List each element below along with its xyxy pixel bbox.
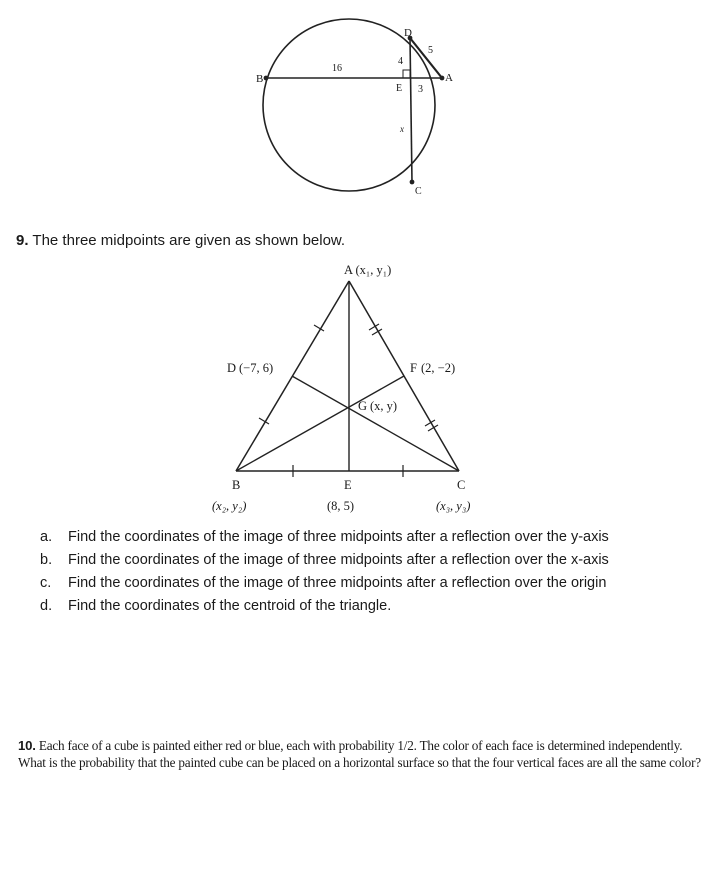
label-G-coord: (x, y)	[370, 399, 398, 413]
part-b	[40, 550, 700, 570]
question-10	[18, 737, 708, 771]
label-E-coord: (8, 5)	[327, 499, 355, 513]
question-9-text: The three midpoints are given as shown below.	[32, 232, 346, 249]
part-d	[40, 596, 700, 616]
label-G: G	[358, 399, 368, 413]
point-C	[410, 180, 415, 185]
question-10-number: 10.	[18, 738, 36, 753]
point-A	[440, 76, 445, 81]
part-c-marker: c.	[40, 575, 52, 591]
label-E: E	[344, 478, 352, 492]
label-C: C	[457, 478, 466, 492]
length-DA: 5	[428, 45, 433, 56]
part-d-marker: d.	[40, 598, 53, 614]
label-E: E	[396, 83, 403, 94]
label-D: D	[227, 361, 237, 375]
triangle-figure	[200, 255, 510, 520]
length-EA: 3	[418, 84, 423, 95]
part-c	[40, 573, 700, 593]
label-C-coord: (x₃, y₃)	[436, 499, 471, 513]
label-D: D	[404, 27, 412, 39]
part-d-text: Find the coordinates of the centroid of the triangle.	[68, 598, 392, 614]
label-F: F	[410, 361, 417, 375]
label-A-coord: A (x₁, y₁)	[344, 263, 392, 277]
circle	[263, 19, 435, 191]
part-a	[40, 527, 700, 547]
part-c-text: Find the coordinates of the image of three midpoints after a reflection over the origin	[68, 575, 607, 591]
median-CD	[292, 376, 459, 471]
label-B-coord: (x₂, y₂)	[212, 499, 247, 513]
length-DE: 4	[398, 56, 403, 67]
chord-DC	[410, 38, 412, 182]
segment-DA	[410, 38, 442, 78]
part-b-text: Find the coordinates of the image of three midpoints after a reflection over the x-axis	[68, 552, 609, 568]
part-a-marker: a.	[40, 529, 53, 545]
label-A: A	[445, 72, 453, 84]
part-b-marker: b.	[40, 552, 53, 568]
label-D-coord: (−7, 6)	[239, 361, 274, 375]
length-BE: 16	[332, 63, 342, 74]
right-angle-mark	[403, 70, 410, 78]
label-B: B	[232, 478, 241, 492]
question-10-text: Each face of a cube is painted either red or blue, each with probability 1/2. The color of each face is determined independently. What is the probability that the painted cube can be placed on a horizontal surface so that the four vertical faces are all the same color?	[18, 738, 701, 770]
label-C: C	[415, 186, 422, 197]
part-a-text: Find the coordinates of the image of three midpoints after a reflection over the y-axis	[68, 529, 609, 545]
median-BF	[236, 376, 404, 471]
question-9-number: 9.	[16, 232, 29, 249]
label-B: B	[256, 73, 264, 85]
point-B	[264, 76, 269, 81]
length-EC: x	[400, 124, 404, 134]
question-9-parts	[40, 527, 700, 619]
label-F-coord: (2, −2)	[421, 361, 456, 375]
question-9-prompt	[16, 232, 345, 249]
circle-chord-figure	[230, 18, 470, 200]
